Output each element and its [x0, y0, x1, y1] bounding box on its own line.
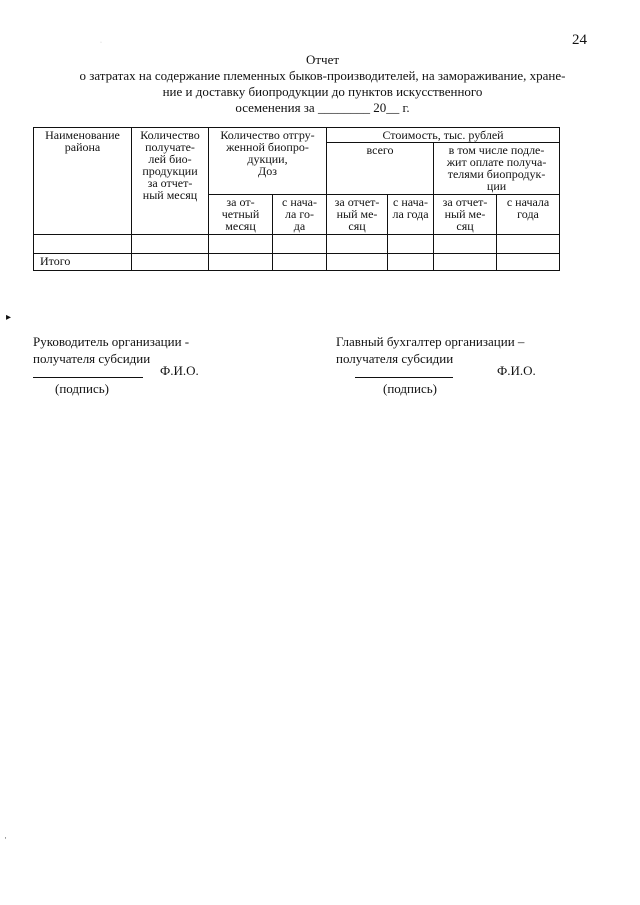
title-heading: Отчет [305, 52, 340, 67]
subheader-shipped-year: с нача- ла го- да [273, 195, 327, 235]
report-title [30, 52, 615, 116]
table-cell [34, 235, 132, 254]
header-payable: в том числе подле- жит оплате получа- телями биопродук- ции [434, 143, 560, 195]
margin-mark: ▸ [6, 312, 12, 323]
table-cell [434, 254, 497, 271]
header-shipped: Количество отгру- женной биопро- дукции, Доз [209, 128, 327, 195]
table-cell [273, 235, 327, 254]
table-cell [497, 235, 560, 254]
table-cell [132, 235, 209, 254]
table-cell [209, 235, 273, 254]
table-cell [327, 235, 388, 254]
table-cell [388, 254, 434, 271]
header-total: всего [327, 143, 434, 195]
table-row-empty [34, 235, 560, 254]
director-fio: Ф.И.О. [160, 363, 199, 378]
margin-mark: · [4, 833, 7, 843]
header-recipients: Количество получате- лей био- продукции за отчет- ный месяц [132, 128, 209, 235]
page-number: 24 [572, 32, 587, 48]
subheader-payable-month: за отчет- ный ме- сяц [434, 195, 497, 235]
director-title: Руководитель организации - получателя субсидии [33, 334, 190, 366]
subheader-shipped-month: за от- четный месяц [209, 195, 273, 235]
signature-block-director [33, 333, 293, 367]
table-cell [388, 235, 434, 254]
table-cell [434, 235, 497, 254]
subheader-payable-year: с начала года [497, 195, 560, 235]
header-district: Наименование района [34, 128, 132, 235]
title-line: ние и доставку биопродукции до пунктов искусственного [162, 84, 483, 99]
subheader-total-month: за отчет- ный ме- сяц [327, 195, 388, 235]
title-line: о затратах на содержание племенных быков-производителей, на замораживание, хране- [79, 68, 566, 83]
header-cost: Стоимость, тыс. рублей [327, 128, 560, 143]
table-cell [273, 254, 327, 271]
accountant-title: Главный бухгалтер организации – получателя субсидии [336, 334, 525, 366]
signature-block-accountant [336, 333, 596, 367]
scan-speck: · [100, 40, 102, 46]
accountant-signature-line [355, 377, 453, 378]
table-cell [497, 254, 560, 271]
director-signature-caption: (подпись) [55, 381, 109, 396]
subheader-total-year: с нача- ла года [388, 195, 434, 235]
accountant-fio: Ф.И.О. [497, 363, 536, 378]
total-label: Итого [34, 254, 132, 271]
table-cell [132, 254, 209, 271]
director-signature-line [33, 377, 143, 378]
title-line: осеменения за ________ 20__ г. [235, 100, 410, 115]
table-cell [209, 254, 273, 271]
report-table [33, 127, 560, 271]
table-row-total [34, 254, 560, 271]
accountant-signature-caption: (подпись) [383, 381, 437, 396]
table-cell [327, 254, 388, 271]
